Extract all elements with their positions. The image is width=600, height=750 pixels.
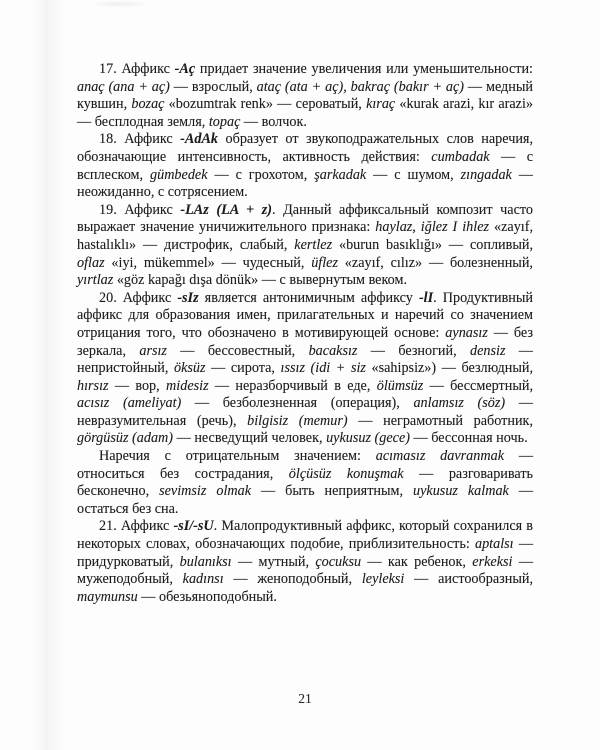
text-run: — сирота, — [205, 360, 281, 377]
turkish-term: haylaz, iğlez I ihlez — [375, 219, 490, 236]
turkish-term: ataç (ata + aç), bakraç (bakır + aç) — [256, 78, 465, 95]
turkish-term: ölçüsüz konuşmak — [288, 465, 404, 482]
text-run: — как ребенок, — [361, 553, 473, 570]
text-run: — взрослый, — [169, 78, 257, 95]
scan-smudge — [90, 0, 150, 8]
affix-name: -Aç — [174, 61, 196, 77]
turkish-term: acımasız davranmak — [375, 448, 505, 465]
text-run: — бессонная ночь. — [409, 430, 528, 447]
text-run: — бессовестный, — [166, 342, 309, 359]
text-run: «zayıf, hastalıklı» — дистрофик, слабый, — [77, 219, 533, 253]
text-run: — остаться без сна. — [77, 483, 534, 517]
turkish-term: bozaç — [131, 96, 165, 113]
text-run: — медный кувшин, — [77, 78, 533, 113]
text-run: — с грохотом, — [207, 166, 315, 183]
text-run: «göz kapağı dışa dönük» — с вывернутым веком. — [113, 272, 408, 289]
turkish-term: görgüsüz (adam) — [77, 430, 174, 447]
turkish-term: bacaksız — [308, 342, 358, 359]
turkish-term: bilgisiz (memur) — [247, 412, 348, 429]
text-run: — невразумительная (речь), — [77, 395, 533, 429]
text-run: — придурковатый, — [77, 536, 533, 570]
text-run: придает значение увеличения или уменьшительности: — [195, 61, 533, 77]
text-run: «bozumtrak renk» — сероватый, — [164, 96, 367, 113]
text-run: — неразборчивый в еде, — [208, 377, 377, 394]
turkish-term: ölümsüz — [376, 377, 424, 394]
page-text — [77, 61, 533, 606]
turkish-term: cumbadak — [431, 148, 490, 165]
turkish-term: topaç — [208, 113, 241, 130]
text-run: — разговаривать бесконечно, — [77, 465, 533, 500]
affix-name: -lI — [418, 289, 434, 306]
text-run: — обезьяноподобный. — [137, 588, 277, 605]
page-number: 21 — [298, 691, 312, 706]
text-run: образует от звукоподражательных слов наречия, обозначающие интенсивность, активность действия: — [77, 131, 533, 165]
turkish-term: kıraç — [366, 96, 396, 113]
text-run: — вор, — [108, 377, 167, 394]
turkish-term: uykusuz (gece) — [326, 430, 410, 447]
text-run: «sahipsiz») — безлюдный, — [365, 360, 533, 377]
turkish-term: anaç (ana + aç) — [77, 78, 170, 95]
text-run: . Данный аффиксальный композит часто выражает значение уничижительного признака: — [77, 201, 534, 236]
turkish-term: aynasız — [445, 324, 488, 341]
paragraph — [77, 448, 533, 518]
paragraph — [77, 131, 533, 201]
turkish-term: yırtlaz — [77, 272, 114, 289]
turkish-term: uykusuz kalmak — [413, 483, 509, 500]
text-run: — женоподобный, — [223, 571, 362, 588]
text-run: — с шумом, — [366, 166, 461, 183]
scan-edge-shadow — [30, 0, 64, 750]
text-run: — аистообразный, — [404, 571, 534, 588]
text-run: «kurak arazi, kır arazi» — бесплодная земля, — [77, 96, 533, 130]
paragraph — [77, 61, 533, 131]
text-run: — волчок. — [240, 113, 307, 130]
text-run: 18. Аффикс — [99, 131, 181, 148]
text-run: — быть неприятным, — [251, 483, 414, 500]
text-run: «zayıf, cılız» — болезненный, — [337, 254, 533, 271]
text-run: — безболезненная (операция), — [181, 395, 414, 412]
paragraph — [77, 202, 533, 290]
turkish-term: bulanıksı — [179, 553, 232, 570]
turkish-term: aptalsı — [474, 536, 514, 553]
text-run: — безногий, — [357, 342, 470, 359]
text-run: — мужеподобный, — [77, 553, 534, 588]
turkish-term: acısız (ameliyat) — [77, 395, 182, 412]
text-run: «iyi, mükemmel» — чудесный, — [104, 254, 312, 271]
paragraph — [77, 518, 533, 606]
text-run: . Малопродуктивный аффикс, который сохранился в некоторых словах, обозначающих подобие, приблизительность: — [77, 518, 533, 553]
turkish-term: densiz — [470, 342, 506, 359]
text-run: — относиться без сострадания, — [77, 448, 533, 482]
text-run: «burun basıklığı» — сопливый, — [332, 236, 533, 253]
turkish-term: ıssız (idi + siz — [280, 360, 366, 377]
text-run: — с всплеском, — [77, 148, 533, 183]
text-run: — неграмотный работник, — [347, 412, 533, 429]
text-run: — непристойный, — [77, 342, 533, 377]
turkish-term: gümbedek — [150, 166, 208, 183]
affix-name: -AdAk — [180, 131, 219, 148]
text-run: является антонимичным аффиксу — [198, 289, 419, 306]
turkish-term: maymunsu — [77, 588, 138, 605]
turkish-term: sevimsiz olmak — [159, 483, 252, 500]
turkish-term: kertlez — [294, 236, 333, 253]
text-run: Наречия с отрицательным значением: — [99, 448, 376, 465]
turkish-term: leyleksi — [361, 571, 405, 588]
text-run: 20. Аффикс — [99, 289, 178, 306]
turkish-term: üflez — [311, 254, 338, 271]
paragraph — [77, 290, 533, 448]
text-run: . Продуктивный аффикс для образования имен, прилагательных и наречий со значением отрицания того, что обозначено в мотивирующей основе: — [77, 289, 534, 341]
turkish-term: şarkadak — [314, 166, 367, 183]
turkish-term: çocuksu — [315, 553, 362, 570]
turkish-term: midesiz — [166, 377, 209, 394]
turkish-term: kadınsı — [182, 571, 224, 588]
turkish-term: oflaz — [77, 254, 105, 271]
turkish-term: zıngadak — [460, 166, 512, 183]
text-run: — бессмертный, — [423, 377, 533, 394]
text-run: — несведущий человек, — [173, 430, 327, 447]
turkish-term: anlamsız (söz) — [413, 395, 506, 412]
text-run: 21. Аффикс — [99, 518, 174, 535]
text-run: — без зеркала, — [77, 324, 533, 359]
affix-name: -LAz (LA + z) — [180, 201, 272, 218]
text-run: 19. Аффикс — [99, 201, 181, 218]
turkish-term: erkeksi — [472, 553, 513, 570]
text-run: — неожиданно, с сотрясением. — [77, 166, 533, 201]
turkish-term: hırsız — [77, 377, 109, 394]
turkish-term: öksüz — [174, 360, 206, 377]
affix-name: -sI/-sU — [173, 518, 214, 535]
turkish-term: arsız — [139, 342, 167, 359]
text-run: 17. Аффикс — [99, 61, 175, 77]
affix-name: -sIz — [177, 289, 199, 306]
text-run: — мутный, — [231, 553, 316, 570]
